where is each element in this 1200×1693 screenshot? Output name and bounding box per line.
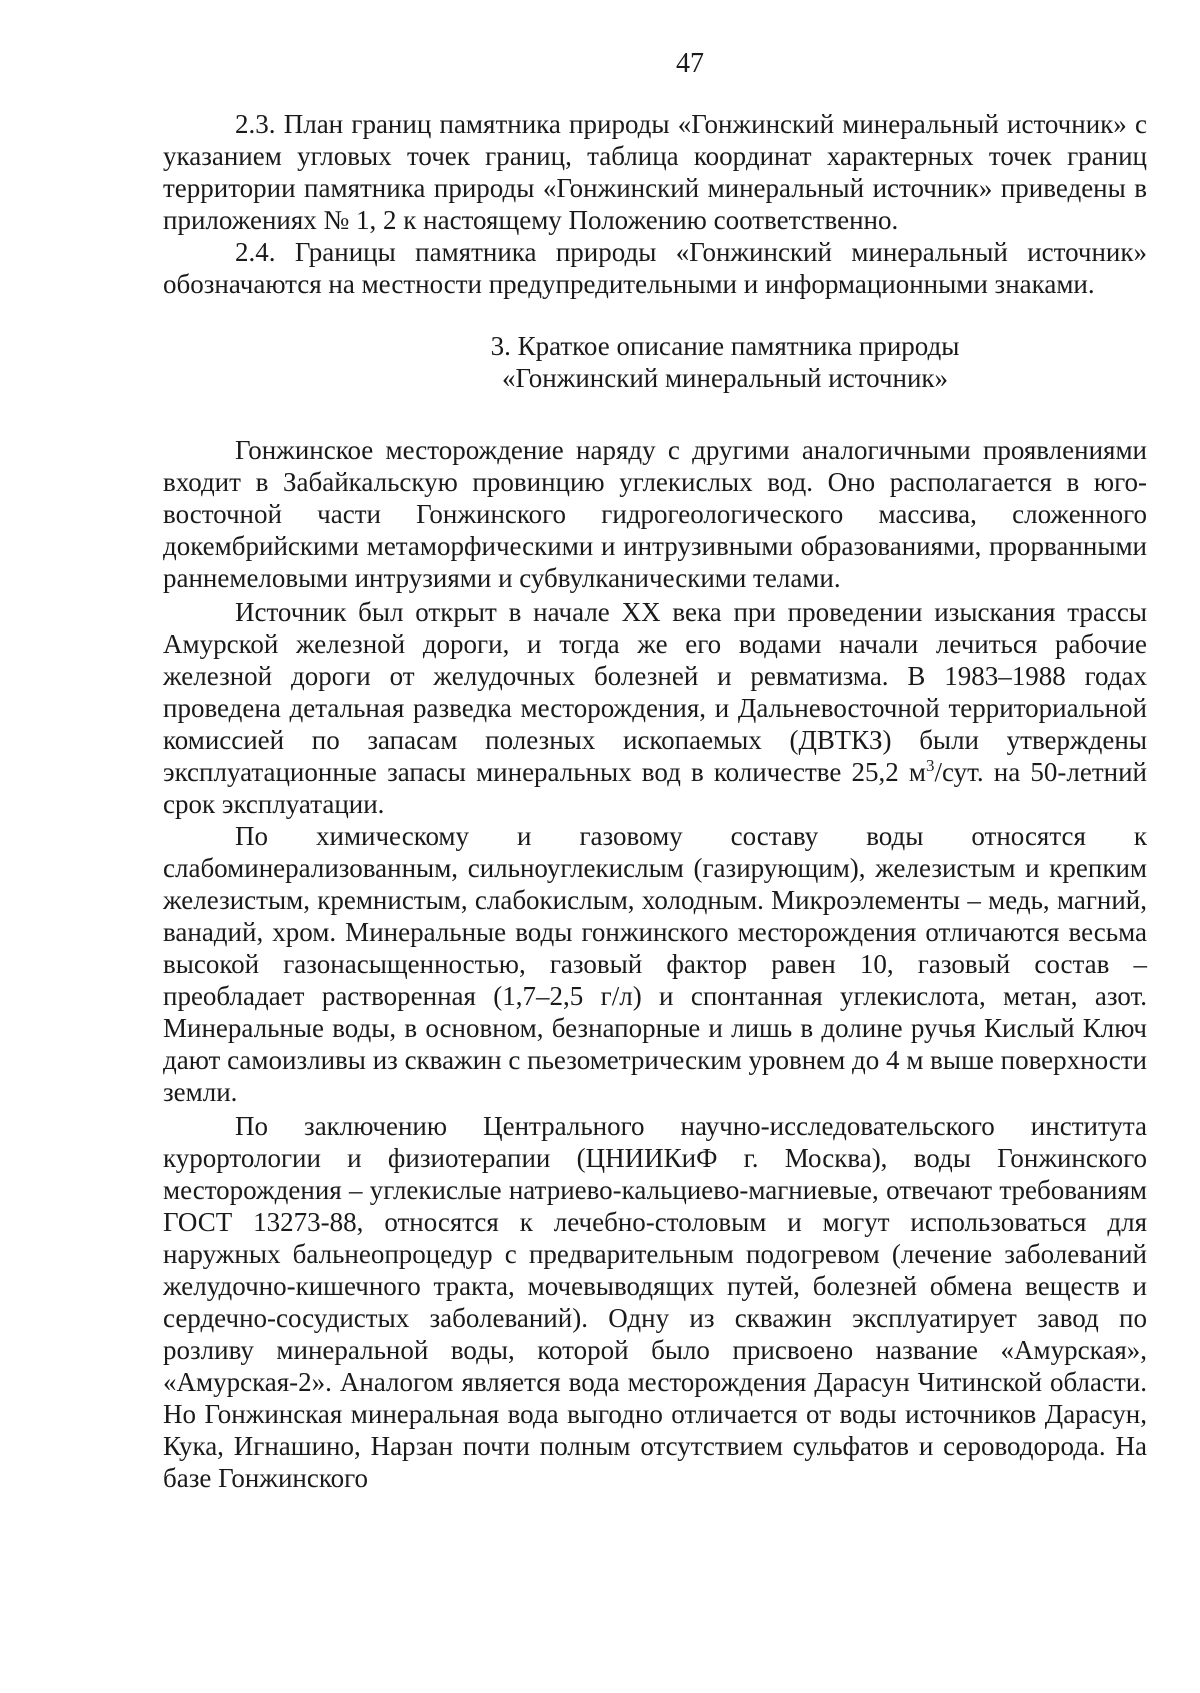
paragraph-conclusion: По заключению Центрального научно-исследовательского института курортологии и физиотерапии (ЦНИИКиФ г. Москва), воды Гонжинского месторождения – углекислые натриево-кальциево-магниевые, отвечают требованиям ГОСТ 13273-88, относятся к лечебно-столовым и могут использоваться для наружных бальнеопроцедур с предварительным подогревом (лечение заболеваний желудочно-кишечного тракта, мочевыводящих путей, болезней обмена веществ и сердечно-сосудистых заболеваний). Одну из скважин эксплуатирует завод по розливу минеральной воды, которой было присвоено название «Амурская», «Амурская-2». Аналогом является вода месторождения Дарасун Читинской области. Но Гонжинская минеральная вода выгодно отличается от воды источников Дарасун, Кука, Игнашино, Нарзан почти полным отсутствием сульфатов и сероводорода. На базе Гонжинского <box>163 1111 1147 1493</box>
section-title-line-1: 3. Краткое описание памятника природы <box>490 331 960 361</box>
unit-exponent: 3 <box>926 756 935 775</box>
paragraph-composition: По химическому и газовому составу воды относятся к слабоминерализованным, сильноуглекислым (газирующим), железистым и крепким железистым, кремнистым, слабокислым, холодным. Микроэлементы – медь, магний, ванадий, хром. Минеральные воды гонжинского месторождения отличаются весьма высокой газонасыщенностью, газовый фактор равен 10, газовый состав – преобладает растворенная (1,7–2,5 г/л) и спонтанная углекислота, метан, азот. Минеральные воды, в основном, безнапорные и лишь в долине ручья Кислый Ключ дают самоизливы из скважин с пьезометрическим уровнем до 4 м выше поверхности земли. <box>163 821 1147 1107</box>
paragraph-history <box>163 596 1147 820</box>
document-body <box>163 108 1147 1496</box>
unit-tail: /сут. на 50-летний срок эксплуатации. <box>163 757 1148 819</box>
paragraph-history-text: Источник был открыт в начале XX века при проведении изыскания трассы Амурской железной дороги, и тогда же его водами начали лечиться рабочие железной дороги от желудочных болезней и ревматизма. В 1983–1988 годах проведена детальная разведка месторождения, и Дальневосточной территориальной комиссией по запасам полезных ископаемых (ДВТКЗ) были утверждены эксплуатационные запасы минеральных вод в количестве 25,2 <box>163 597 1147 787</box>
page-number: 47 <box>676 48 704 79</box>
section-title-line-2: «Гонжинский минеральный источник» <box>501 363 949 393</box>
paragraph-deposit-description: Гонжинское месторождение наряду с другими аналогичными проявлениями входит в Забайкальскую провинцию углекислых вод. Оно располагается в юго-восточной части Гонжинского гидрогеологического массива, сложенного докембрийскими метаморфическими и интрузивными образованиями, прорванными раннемеловыми интрузиями и субвулканическими телами. <box>163 435 1147 593</box>
paragraph-2-3: 2.3. План границ памятника природы «Гонжинский минеральный источник» с указанием угловых точек границ, таблица координат характерных точек границ территории памятника природы «Гонжинский минеральный источник» приведены в приложениях № 1, 2 к настоящему Положению соответственно. <box>163 109 1147 235</box>
paragraph-2-4: 2.4. Границы памятника природы «Гонжинский минеральный источник» обозначаются на местности предупредительными и информационными знаками. <box>163 237 1147 299</box>
section-heading <box>163 330 1147 394</box>
unit-m: м <box>908 757 926 787</box>
